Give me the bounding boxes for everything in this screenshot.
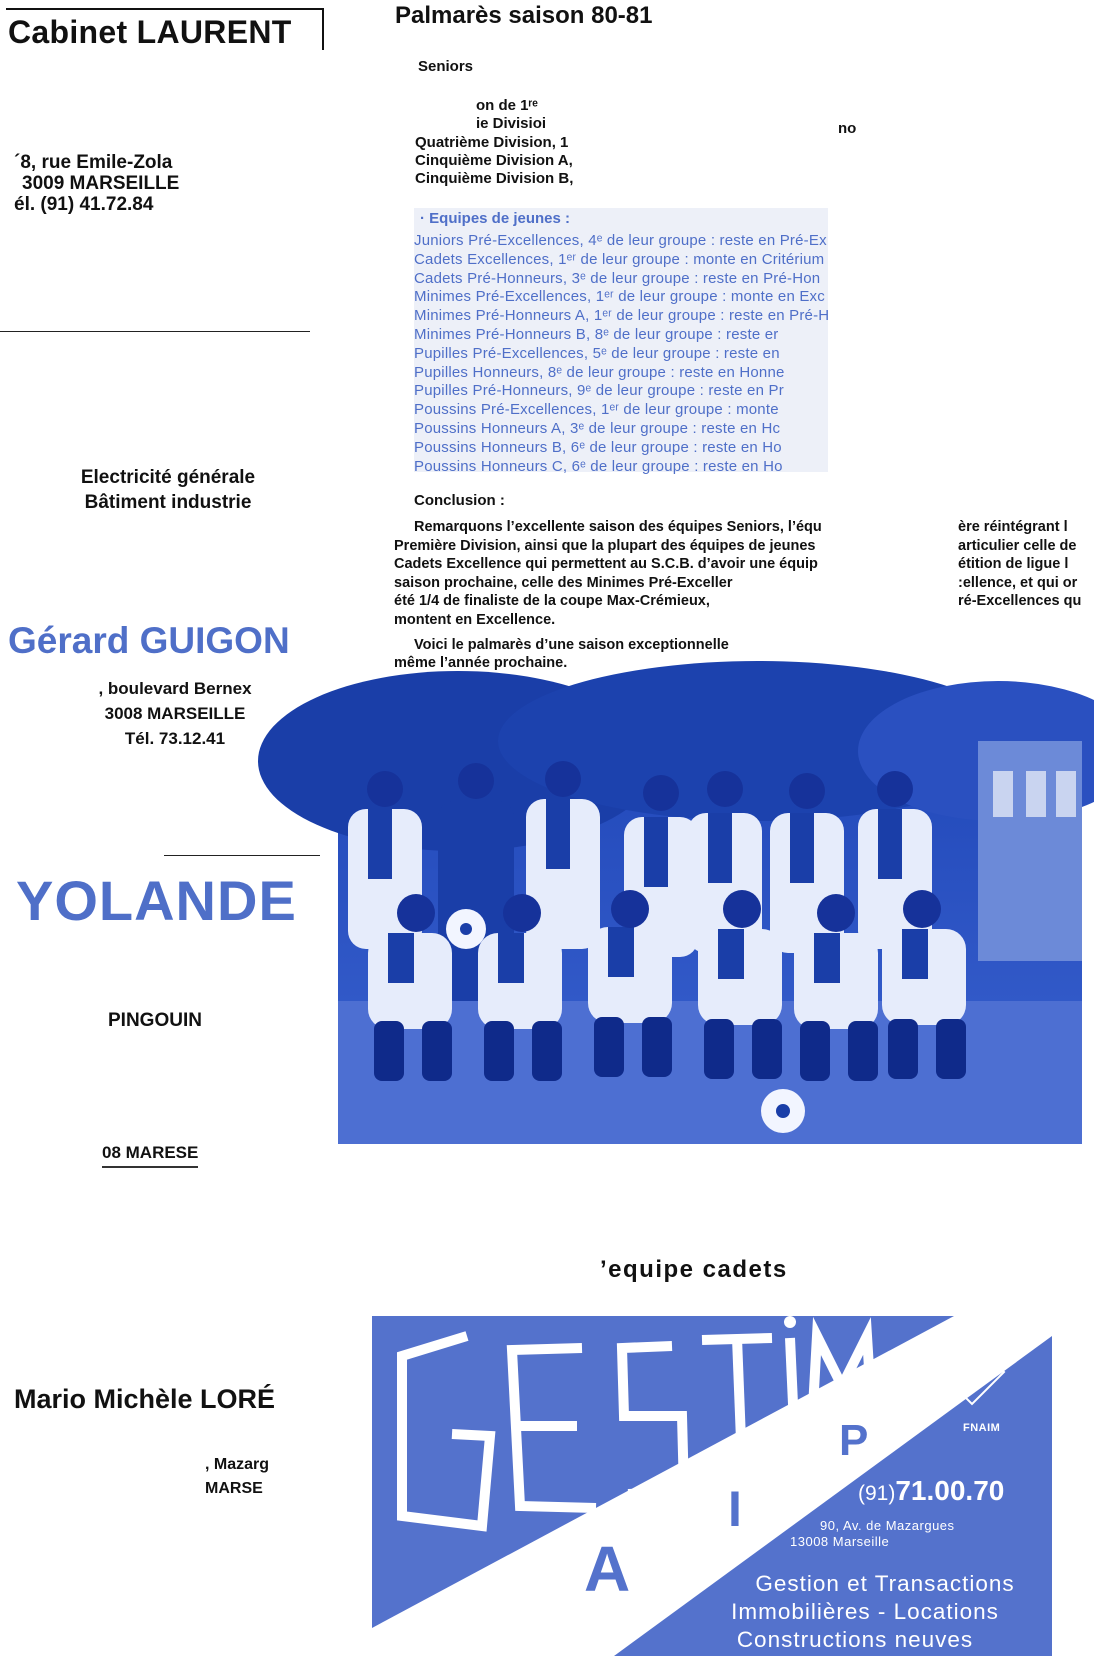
gestimp-letter-i: I [728,1481,742,1537]
youth-item: Pupilles Honneurs, 8ᵉ de leur groupe : reste en Honne [414,363,785,381]
guigon-ad-street: , boulevard Bernex [98,679,252,698]
gestimp-tagline [660,1570,1050,1654]
yolande-ad-brand: PINGOUIN [108,1010,202,1031]
article-title: Palmarès saison 80-81 [395,2,653,29]
guigon-ad-first: Gérard [8,620,130,661]
guigon-ad-name [8,620,290,662]
seniors-heading: Seniors [418,58,474,75]
conclusion-right-fragments [958,518,1094,611]
laurent-ad-name: Cabinet LAURENT [8,14,292,50]
guigon-ad-city: 3008 MARSEILLE [104,704,246,723]
conclusion-heading: Conclusion : [414,492,505,509]
seniors-line: Cinquième Division A, [415,152,573,169]
youth-item: Pupilles Pré-Excellences, 5ᵉ de leur groupe : reste en [414,344,780,362]
conclusion-body [394,518,874,673]
laurent-ad-address [14,152,179,215]
conclusion-right-line: :ellence, et qui or [958,574,1078,591]
conclusion-right-line: ère réintégrant l [958,519,1068,535]
electricite-ad-line1: Electricité générale [80,467,256,488]
youth-item: Cadets Pré-Honneurs, 3ᵉ de leur groupe : reste en Pré-Hon [414,269,821,287]
youth-item: Poussins Honneurs A, 3ᵉ de leur groupe : reste en Hc [414,419,781,437]
gestimp-letter-a: A [584,1533,631,1605]
conclusion-right-line: étition de ligue l [958,556,1069,573]
gestimp-tagline-line: Constructions neuves [736,1627,974,1652]
youth-heading: · Equipes de jeunes : [420,210,571,227]
conclusion-line: été 1/4 de finaliste de la coupe Max-Crémieux, [394,593,710,610]
laurent-ad-street: ´8, rue Emile-Zola [14,152,173,173]
lore-ad-name: Mario Michèle LORÉ [14,1384,276,1414]
lore-ad-city: MARSE [205,1480,263,1497]
conclusion-line: Première Division, ainsi que la plupart des équipes de jeunes [394,537,816,554]
yolande-ad-name: YOLANDE [16,869,297,932]
gestimp-address [790,1518,955,1550]
seniors-list-top [476,97,546,133]
team-photo [338,701,1082,1144]
youth-item: Minimes Pré-Excellences, 1ᵉʳ de leur groupe : monte en Exc [414,288,825,306]
seniors-list-bottom [415,134,573,188]
seniors-line: Quatrième Division, 1 [415,134,569,151]
conclusion-line: Cadets Excellence qui permettent au S.C.B. d’avoir une équip [394,556,818,573]
fnaim-badge: FNAIM [963,1422,1001,1434]
conclusion-line: Remarquons l’excellente saison des équipes Seniors, l’équ [414,519,822,535]
conclusion-line: saison prochaine, celle des Minimes Pré-Exceller [394,574,733,591]
conclusion-line: montent en Excellence. [394,611,556,628]
youth-list [414,232,876,474]
guigon-ad-last: GUIGON [139,620,290,661]
closing-line: même l’année prochaine. [394,655,568,672]
team-photo-illustration [338,701,1082,1144]
youth-item: Minimes Pré-Honneurs B, 8ᵉ de leur groupe : reste er [414,325,779,343]
electricite-ad-line2: Bâtiment industrie [84,492,252,513]
yolande-ad-city: 08 MARESE [102,1143,198,1168]
guigon-ad-address [90,676,260,751]
youth-item: Poussins Honneurs C, 6ᵉ de leur groupe : reste en Ho [414,457,783,475]
guigon-ad-phone: Tél. 73.12.41 [124,729,226,748]
divider [0,331,310,332]
laurent-ad-city: 3009 MARSEILLE [22,173,180,194]
laurent-ad-phone: él. (91) 41.72.84 [14,194,154,215]
youth-item: Cadets Excellences, 1ᵉʳ de leur groupe : monte en Critérium [414,250,825,268]
youth-item: Poussins Pré-Excellences, 1ᵉʳ de leur groupe : monte [414,401,779,419]
gestimp-phone-prefix: (91) [858,1482,896,1505]
seniors-fragment: no [838,120,857,137]
gestimp-tagline-line: Immobilières - Locations [731,1599,999,1624]
photo-caption: ’equipe cadets [600,1256,788,1283]
divider [164,855,320,856]
gestimp-letter-p: P [839,1416,869,1465]
seniors-line: ie Divisioi [476,115,547,132]
seniors-line: Cinquième Division B, [415,170,574,187]
youth-item: Poussins Honneurs B, 6ᵉ de leur groupe : reste en Ho [414,438,782,456]
gestimp-address-line1: 90, Av. de Mazargues [820,1518,955,1533]
conclusion-right-line: ré-Excellences qu [958,593,1082,610]
electricite-ad [48,465,288,515]
lore-ad-address [205,1453,269,1501]
conclusion-right-line: articulier celle de [958,537,1077,554]
youth-item: Juniors Pré-Excellences, 4ᵉ de leur groupe : reste en Pré-Ex [414,232,827,249]
gestimp-phone [858,1475,1004,1507]
gestimp-address-line2: 13008 Marseille [790,1534,890,1549]
gestimp-tagline-line: Gestion et Transactions [755,1571,1015,1596]
lore-ad-street: , Mazarg [205,1456,270,1473]
youth-item: Minimes Pré-Honneurs A, 1ᵉʳ de leur groupe : reste en Pré-H [414,307,830,325]
gestimp-phone-number: 71.00.70 [895,1475,1005,1506]
seniors-line: on de 1ʳᵉ [476,97,538,114]
closing-line: Voici le palmarès d’une saison exceptionnelle [414,636,729,653]
youth-item: Pupilles Pré-Honneurs, 9ᵉ de leur groupe : reste en Pr [414,382,784,400]
